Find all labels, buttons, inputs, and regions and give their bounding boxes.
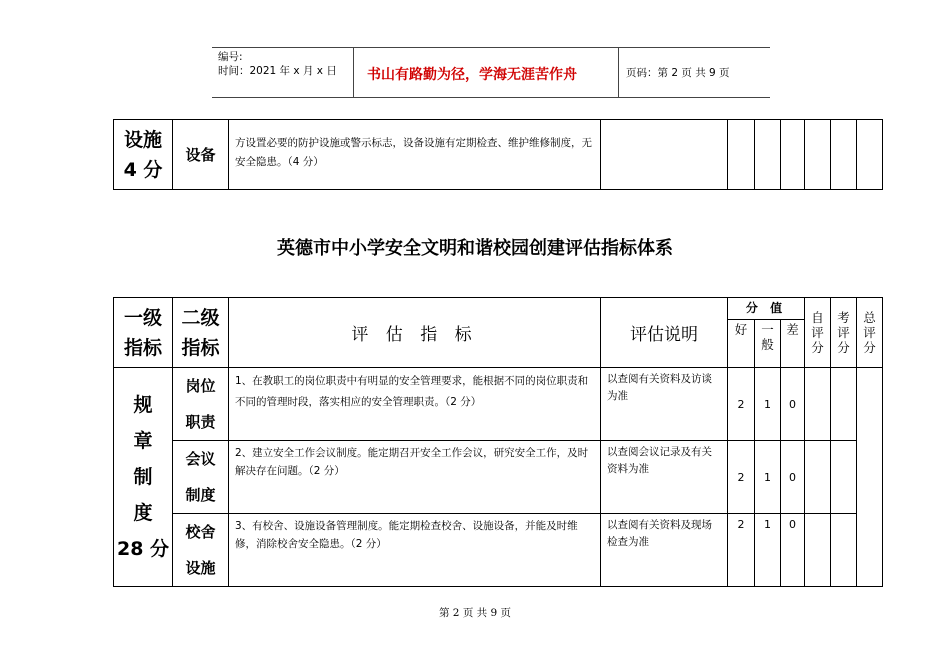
category-char: 章 <box>133 430 153 452</box>
row-exam <box>831 441 857 514</box>
table-row <box>114 441 883 514</box>
row-good: 2 <box>728 514 755 587</box>
prev-note-cell <box>601 120 728 190</box>
header-normal-char: 一 <box>761 322 774 337</box>
header-exam <box>831 298 857 368</box>
header-indicator: 评 估 指 标 <box>229 298 601 368</box>
prev-score-cell <box>831 120 857 190</box>
row-indicator: 2、建立安全工作会议制度。能定期召开安全工作会议，研究安全工作，及时解决存在问题。（2 分） <box>229 441 601 514</box>
header-page-code: 页码：第 2 页 共 9 页 <box>626 67 730 79</box>
header-code-label: 编号: <box>218 51 243 63</box>
row-poor: 0 <box>781 368 805 441</box>
row-level2-line: 岗位 <box>185 377 216 395</box>
row-level2 <box>173 514 229 587</box>
row-indicator: 3、有校舍、设施设备管理制度。能定期检查校舍、设施设备，并能及时维修，消除校舍安全隐患。（2 分） <box>229 514 601 587</box>
header-poor: 差 <box>781 320 805 368</box>
header-divider <box>618 48 619 97</box>
row-exam <box>831 368 857 441</box>
row-normal: 1 <box>755 368 781 441</box>
header-total-char: 分 <box>863 340 876 355</box>
category-cell <box>114 368 173 587</box>
table-row <box>114 368 883 441</box>
table-row <box>114 514 883 587</box>
prev-level2-cell: 设备 <box>173 120 229 190</box>
row-self <box>805 368 831 441</box>
row-level2-line: 会议 <box>185 450 216 468</box>
category-char: 28 分 <box>116 538 170 560</box>
row-level2-line: 校舍 <box>185 523 216 541</box>
row-normal: 1 <box>755 441 781 514</box>
row-level2 <box>173 441 229 514</box>
header-level1 <box>114 298 173 368</box>
header-self-char: 评 <box>811 325 824 340</box>
category-char: 制 <box>133 466 153 488</box>
header-normal <box>755 320 781 368</box>
header-divider <box>353 48 354 97</box>
prev-level1-cell <box>114 120 173 190</box>
prev-score-cell <box>805 120 831 190</box>
row-note: 以查阅有关资料及现场检查为准 <box>601 514 728 587</box>
header-level2-line: 二级 <box>181 306 220 329</box>
prev-score-cell <box>857 120 883 190</box>
header-self <box>805 298 831 368</box>
prev-indicator-cell: 方设置必要的防护设施或警示标志，设备设施有定期检查、维护维修制度，无安全隐患。（4 分） <box>229 120 601 190</box>
header-level1-line: 一级 <box>123 306 162 329</box>
header-total-char: 总 <box>863 310 876 325</box>
row-poor: 0 <box>781 514 805 587</box>
header-total <box>857 298 883 368</box>
row-self <box>805 441 831 514</box>
row-good: 2 <box>728 368 755 441</box>
row-self <box>805 514 831 587</box>
header-note: 评估说明 <box>601 298 728 368</box>
prev-score-cell <box>781 120 805 190</box>
category-char: 度 <box>133 502 153 524</box>
evaluation-table <box>113 297 883 587</box>
prev-score-cell <box>755 120 781 190</box>
category-char: 规 <box>133 394 153 416</box>
header-good: 好 <box>728 320 755 368</box>
prev-level1-line: 4 分 <box>123 158 163 181</box>
header-self-char: 自 <box>811 310 824 325</box>
prev-table <box>113 119 883 190</box>
row-level2-line: 职责 <box>185 413 216 431</box>
row-good: 2 <box>728 441 755 514</box>
header-level2-line: 指标 <box>181 336 220 359</box>
page-title: 英德市中小学安全文明和谐校园创建评估指标体系 <box>277 238 673 259</box>
row-normal: 1 <box>755 514 781 587</box>
header-level1-line: 指标 <box>123 336 162 359</box>
page-footer: 第 2 页 共 9 页 <box>438 607 512 619</box>
row-exam <box>831 514 857 587</box>
header-time: 时间：2021 年 x 月 x 日 <box>218 65 337 77</box>
header-motto: 书山有路勤为径，学海无涯苦作舟 <box>367 67 577 83</box>
header-exam-char: 考 <box>837 310 850 325</box>
header-normal-char: 般 <box>761 337 774 352</box>
header-score: 分 值 <box>728 298 805 320</box>
header-level2 <box>173 298 229 368</box>
row-total <box>857 368 883 587</box>
row-level2 <box>173 368 229 441</box>
prev-level1-line: 设施 <box>123 128 162 151</box>
row-note: 以查阅有关资料及访谈为准 <box>601 368 728 441</box>
row-poor: 0 <box>781 441 805 514</box>
row-level2-line: 制度 <box>185 486 216 504</box>
header-exam-char: 评 <box>837 325 850 340</box>
header-total-char: 评 <box>863 325 876 340</box>
header-self-char: 分 <box>811 340 824 355</box>
prev-score-cell <box>728 120 755 190</box>
page-header <box>212 47 770 98</box>
row-indicator: 1、在教职工的岗位职责中有明显的安全管理要求，能根据不同的岗位职责和不同的管理时段，落实相应的安全管理职责。（2 分） <box>229 368 601 441</box>
row-level2-line: 设施 <box>185 559 216 577</box>
row-note: 以查阅会议记录及有关资料为准 <box>601 441 728 514</box>
header-exam-char: 分 <box>837 340 850 355</box>
